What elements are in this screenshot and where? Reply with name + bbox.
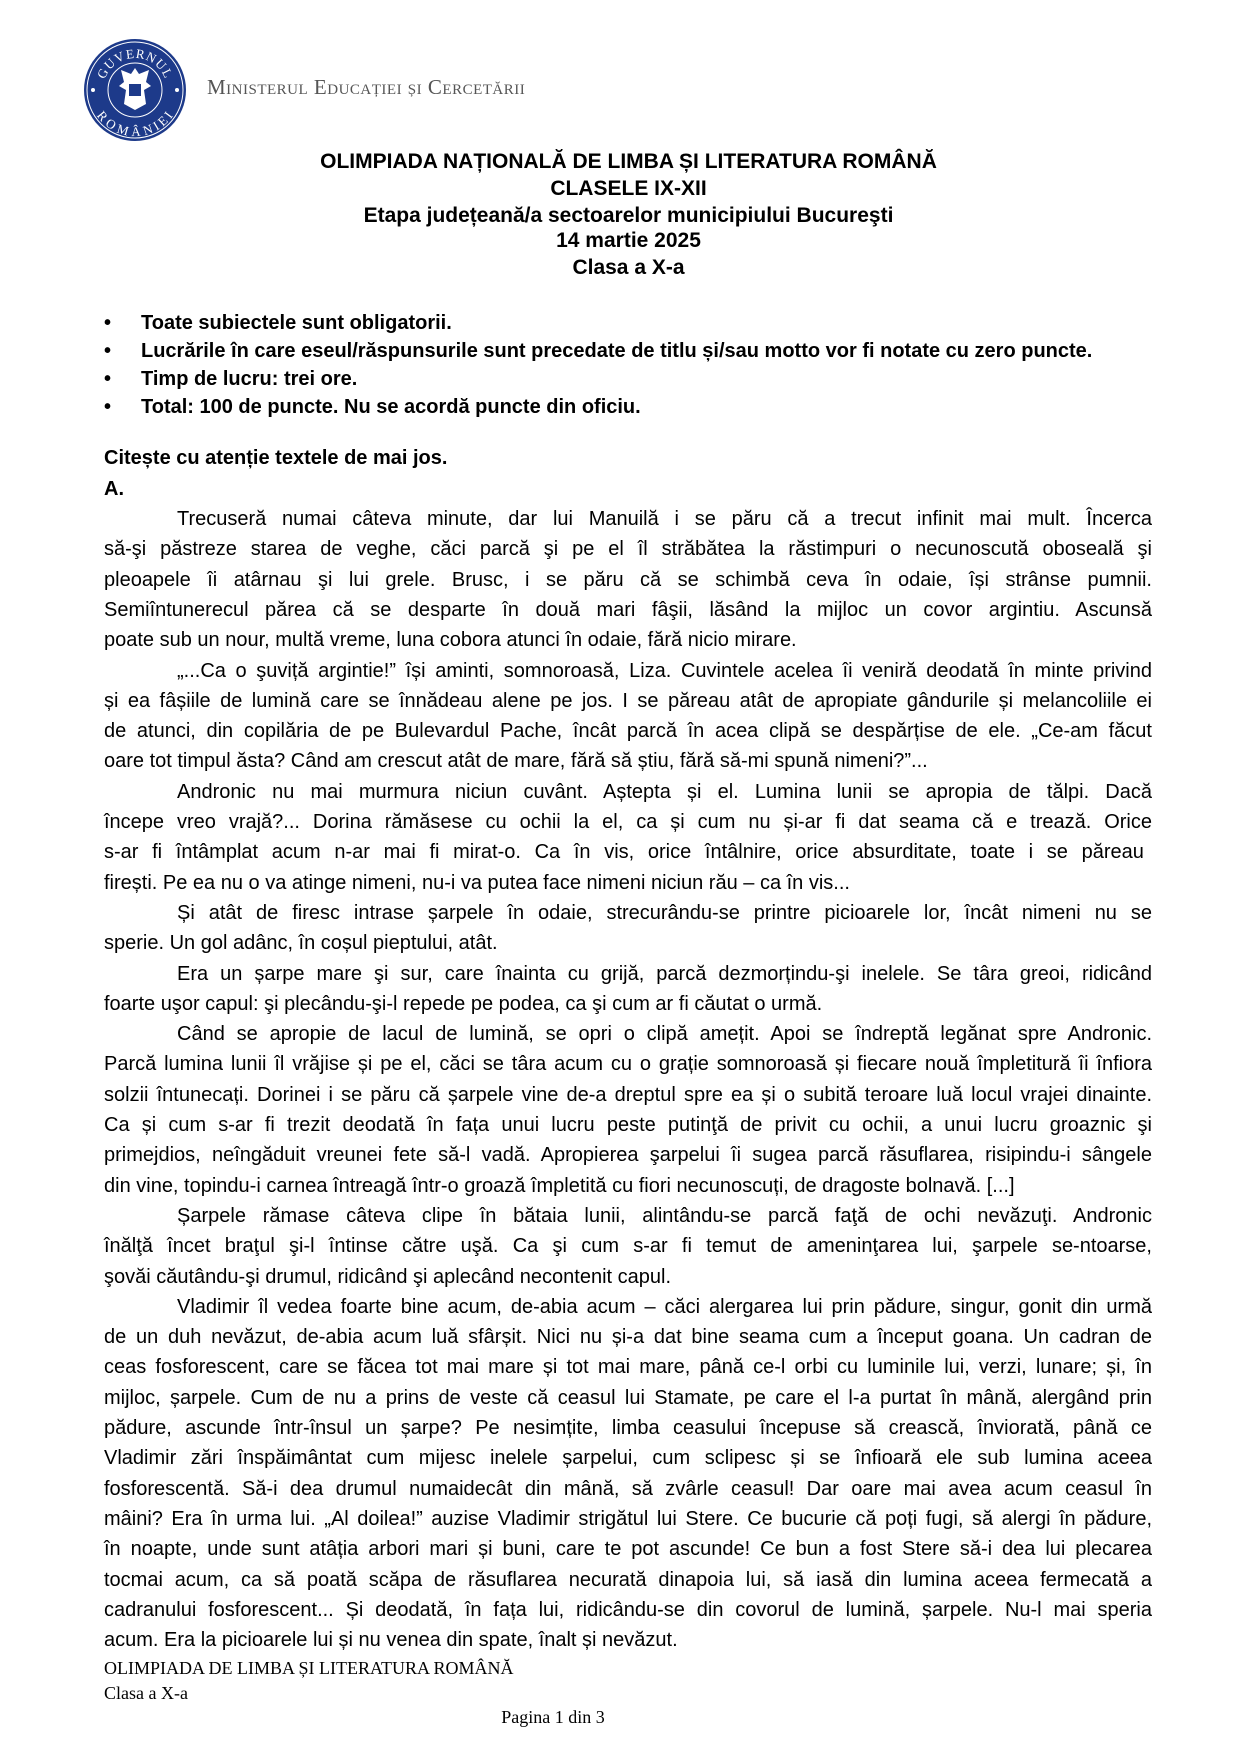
text-line: Șarpele rămase câteva clipe în bătaia lunii, alintându-se parcă faţă de ochi nevăzuţi. Andronic — [177, 1204, 1152, 1227]
text-line: înălţă încet braţul şi-l întinse către uşă. Ca şi cum s-ar fi temut de ameninţarea lui, şarpele se-ntoarse, — [104, 1235, 1152, 1258]
text-line: Vladimir zări înspăimântat cum mijesc inelele șarpelui, cum sclipesc și se înfioară ele sub lumina aceea — [104, 1447, 1152, 1470]
bullet-icon: • — [104, 396, 112, 418]
text-line: tocmai acum, ca să poată scăpa de răsuflarea necurată dinapoia lui, să iasă din lumina aceea fermecată a — [104, 1568, 1152, 1591]
text-line: Andronic nu mai murmura niciun cuvânt. Aștepta și el. Lumina lunii se apropia de tălpi. Dacă — [177, 780, 1152, 803]
text-line: cadranului fosforescent... Și deodată, în fața lui, ridicându-se din covorul de lumină, șarpele. Nu-l mai speria — [104, 1598, 1152, 1621]
title-line: CLASELE IX-XII — [550, 177, 707, 200]
text-line: pădure, ascunde într-însul un șarpe? Pe nesimțite, limba ceasului începuse să crească, înviorată, până ce — [104, 1417, 1152, 1439]
text-line: de un duh nevăzut, de-abia acum luă sfârșit. Nici nu și-a dat bine seama cum a început goana. Un cadran de — [104, 1326, 1152, 1349]
text-line: fosforescentă. Să-i dea drumul numaidecât din mână, să zvârle ceasul! Dar oare mai avea acum ceasul în — [104, 1477, 1152, 1500]
text-line: acum. Era la picioarele lui și nu venea din spate, înalt și nevăzut. — [104, 1629, 678, 1652]
instruction-text: Lucrările în care eseul/răspunsurile sunt precedate de titlu și/sau motto vor fi notate cu zero puncte. — [141, 340, 1093, 362]
section-label: A. — [104, 478, 124, 500]
title-line: 14 martie 2025 — [556, 229, 701, 252]
text-line: solzii întunecați. Dorinei i se păru că șarpele vine de-a dreptul spre ea și o subită teroare luă locul vrajei dinainte. — [104, 1083, 1152, 1106]
text-line: Ca și cum s-ar fi trezit deodată în fața unui lucru peste putinţă de privit cu ochii, a unui lucru groaznic şi — [104, 1114, 1152, 1136]
text-line: din vine, topindu-i carnea întreagă într-o groază împletită cu fiori necunoscuți, de dragoste bolnavă. [...] — [104, 1174, 1015, 1197]
text-line: sperie. Un gol adânc, în coșul pieptului, atât. — [104, 932, 498, 955]
footer-class: Clasa a X-a — [104, 1683, 188, 1703]
svg-text:ROMÂNIEI: ROMÂNIEI — [94, 107, 177, 140]
footer-olympiad-name: OLIMPIADA DE LIMBA ȘI LITERATURA ROMÂNĂ — [104, 1658, 514, 1678]
text-line: poate sub un nour, multă vreme, luna cobora atunci în odaie, fără nicio mirare. — [104, 629, 797, 652]
instruction-item — [104, 311, 452, 335]
text-line: şovăi căutându-şi drumul, ridicând şi aplecând necontenit capul. — [104, 1265, 672, 1288]
instruction-item — [104, 339, 1092, 363]
text-line: și ea fâșiile de lumină care se înnădeau alene pe jos. I se păreau atât de apropiate gândurile și melancoliile ei — [104, 689, 1152, 712]
text-line: Și atât de firesc intrase șarpele în odaie, strecurându-se printre picioarele lor, încât nimeni nu se — [177, 901, 1152, 924]
text-line: Trecuseră numai câteva minute, dar lui Manuilă i se păru că a trecut infinit mai mult. Încerca — [177, 508, 1152, 530]
text-line: pleoapele îi atârnau şi lui grele. Brusc, i se păru că se schimbă ceva în odaie, își strânse pumnii. — [104, 568, 1152, 591]
government-seal-logo — [83, 38, 187, 142]
text-line: de atunci, din copilăria de pe Bulevardul Pache, încât parcă în acea clipă se despărțise de ele. „Ce-am făcut — [104, 720, 1152, 743]
bullet-icon: • — [104, 368, 112, 390]
text-line: Când se apropie de lacul de lumină, se opri o clipă amețit. Apoi se îndreptă legănat spre Andronic. — [177, 1023, 1152, 1046]
text-line: Era un șarpe mare şi sur, care înainta cu grijă, parcă dezmorțindu-şi inelele. Se târa greoi, ridicând — [177, 962, 1152, 985]
text-line: începe vreo vrajă?... Dorina rămăsese cu ochii la el, ca și cum nu și-ar fi dat seama că e trează. Orice — [104, 811, 1152, 833]
text-line: firești. Pe ea nu o va atinge nimeni, nu-i va putea face nimeni niciun rău – ca în vis... — [104, 871, 850, 894]
instruction-text: Total: 100 de puncte. Nu se acordă puncte din oficiu. — [141, 396, 641, 418]
svg-text:GUVERNUL: GUVERNUL — [93, 45, 177, 81]
bullet-icon: • — [104, 312, 112, 334]
text-line: ceas fosforescent, care se făcea tot mai mare și tot mai mare, până ce-l orbi cu luminile lui, verzi, lunare; și, în — [104, 1356, 1152, 1379]
text-line: foarte uşor capul: şi plecându-şi-l repede pe podea, ca şi cum ar fi căutat o urmă. — [104, 992, 823, 1015]
text-line: Vladimir îl vedea foarte bine acum, de-abia acum – căci alergarea lui prin pădure, singur, gonit din urmă — [177, 1295, 1152, 1318]
page-number: Pagina 1 din 3 — [501, 1707, 605, 1727]
text-line: s-ar fi întâmplat acum n-ar mai fi mirat-o. Ca în vis, orice întâlnire, orice absurditate, toate i se păreau — [104, 841, 1144, 864]
title-line: OLIMPIADA NAȚIONALĂ DE LIMBA ȘI LITERATURA ROMÂNĂ — [320, 150, 937, 173]
text-line: mâini? Era în urma lui. „Al doilea!” auzise Vladimir strigătul lui Stere. Ce bucurie că poți fugi, să alergi în pădure, — [104, 1507, 1152, 1530]
text-line: în noapte, unde sunt atâția arbori mari și buni, care te pot ascunde! Ce bun a fost Stere să-i dea lui plecarea — [104, 1538, 1152, 1561]
instruction-item — [104, 367, 357, 391]
bullet-icon: • — [104, 340, 112, 362]
title-line: Clasa a X-a — [572, 256, 685, 279]
read-prompt: Citește cu atenție textele de mai jos. — [104, 447, 448, 469]
text-line: Parcă lumina lunii îl vrăjise și pe el, căci se târa acum cu o grație somnoroasă și fiecare nouă împletitură îi înfiora — [104, 1053, 1152, 1076]
text-line: „...Ca o şuviță argintie!” își aminti, somnoroasă, Liza. Cuvintele acelea îi veniră deodată în minte privind — [177, 659, 1152, 682]
title-line: Etapa județeană/a sectoarelor municipiului Bucureşti — [363, 204, 894, 227]
text-line: primejdios, neîngăduit vreunei fete să-l vadă. Apropierea şarpelui îi sugea parcă răsuflarea, risipindu-i sângele — [104, 1144, 1152, 1167]
instruction-text: Toate subiectele sunt obligatorii. — [141, 312, 452, 334]
text-line: să-şi păstreze starea de veghe, căci parcă şi pe el îl străbătea la răstimpuri o necunoscută oboseală şi — [104, 538, 1152, 561]
instruction-item — [104, 395, 641, 419]
instruction-text: Timp de lucru: trei ore. — [141, 368, 358, 390]
text-line: oare tot timpul ăsta? Când am crescut atât de mare, fără să știu, fără să-mi spună nimeni?”... — [104, 750, 928, 773]
ministry-name: Ministerul Educației și Cercetării — [207, 75, 526, 99]
text-line: mijloc, șarpele. Cum de nu a prins de veste că ceasul lui Stamate, pe care el l-a purtat în mână, alergând prin — [104, 1386, 1152, 1409]
text-line: Semiîntunerecul părea că se desparte în două mari fâşii, lăsând la mijloc un covor argintiu. Ascunsă — [104, 598, 1152, 621]
